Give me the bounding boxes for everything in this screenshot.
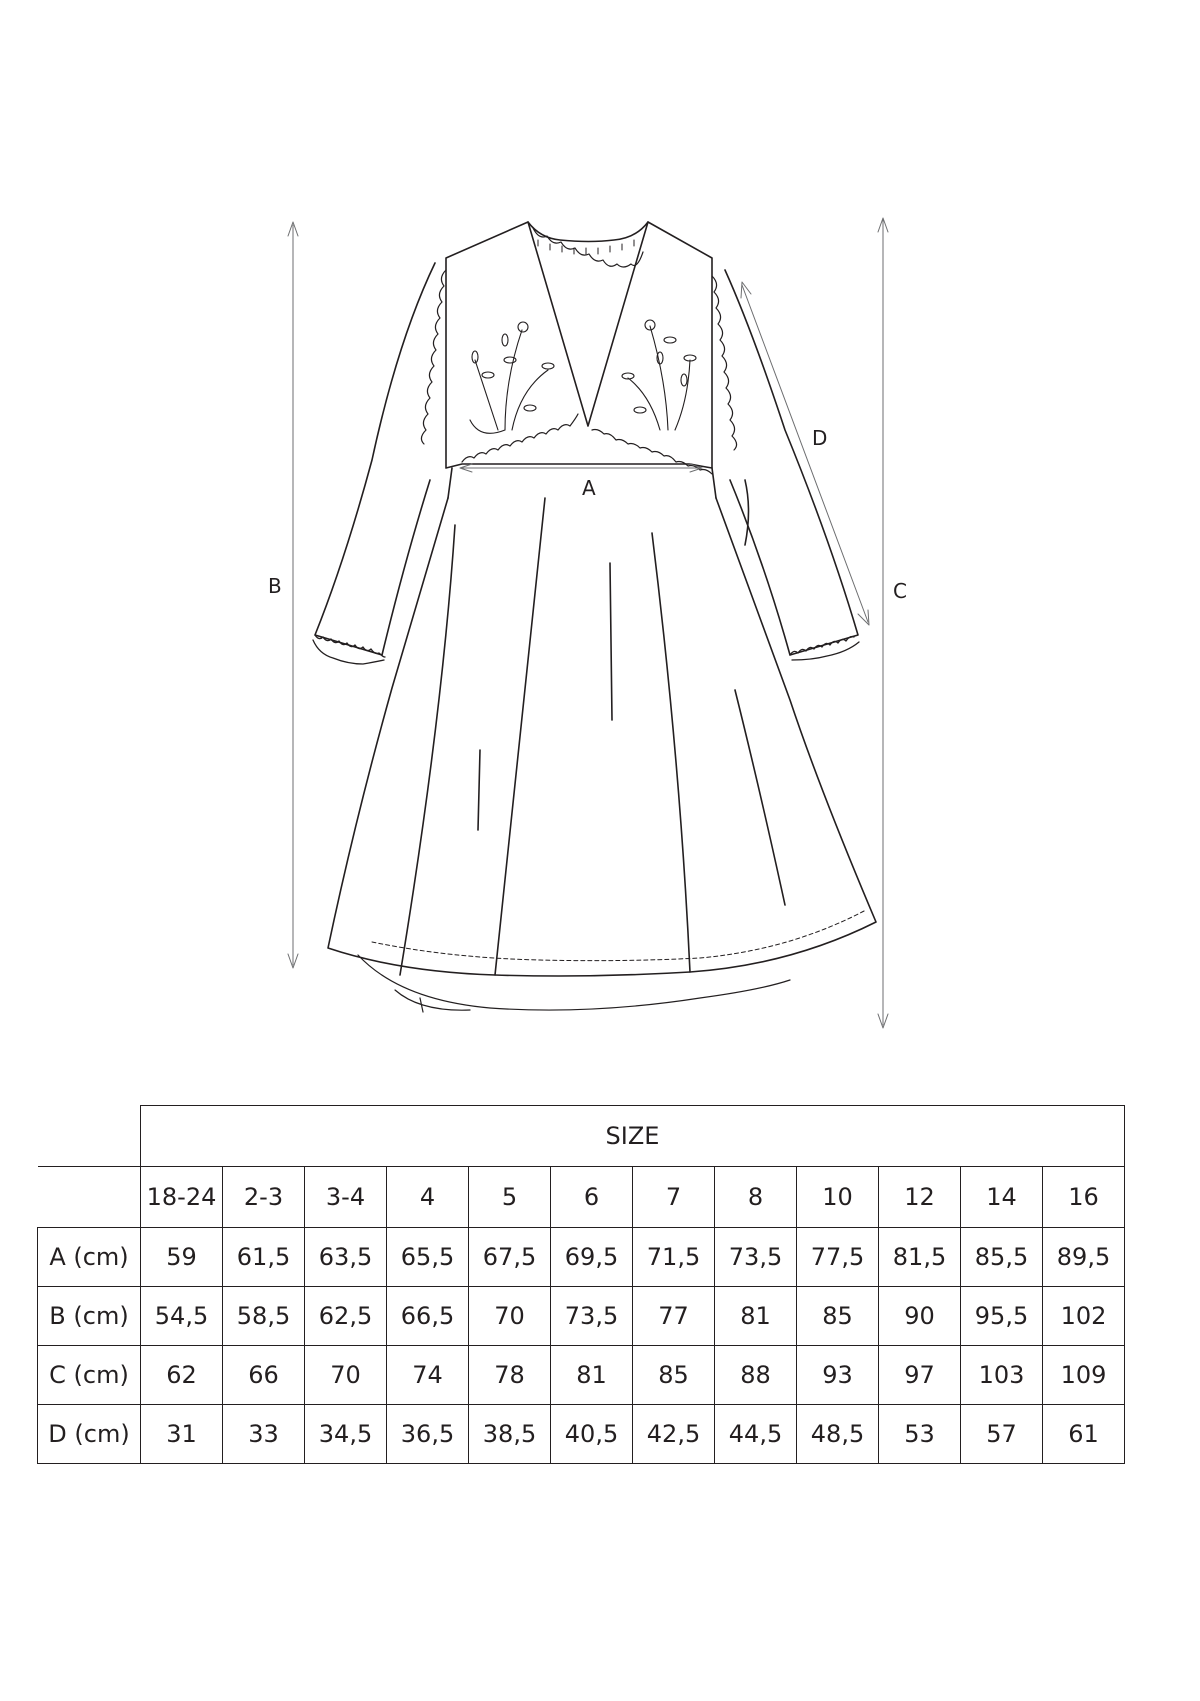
measurement-cell: 103	[961, 1346, 1043, 1405]
measurement-cell: 57	[961, 1405, 1043, 1464]
measurement-cell: 34,5	[305, 1405, 387, 1464]
measurement-cell: 93	[797, 1346, 879, 1405]
measurement-cell: 58,5	[223, 1287, 305, 1346]
label-d: D	[812, 426, 828, 450]
measurement-cell: 44,5	[715, 1405, 797, 1464]
label-b: B	[268, 574, 282, 598]
measurement-cell: 85,5	[961, 1228, 1043, 1287]
row-label: A (cm)	[38, 1228, 141, 1287]
measurement-cell: 77,5	[797, 1228, 879, 1287]
measurement-cell: 81,5	[879, 1228, 961, 1287]
measurement-cell: 33	[223, 1405, 305, 1464]
size-header-cell: 5	[469, 1167, 551, 1228]
measurement-cell: 70	[469, 1287, 551, 1346]
size-title: SIZE	[141, 1106, 1125, 1167]
table-row	[38, 1287, 1125, 1346]
measurement-cell: 88	[715, 1346, 797, 1405]
row-label: B (cm)	[38, 1287, 141, 1346]
measurement-cell: 90	[879, 1287, 961, 1346]
left-sleeve	[315, 263, 435, 655]
left-embroidery	[470, 322, 554, 433]
measurement-cell: 36,5	[387, 1405, 469, 1464]
measurement-cell: 109	[1043, 1346, 1125, 1405]
measurement-cell: 73,5	[715, 1228, 797, 1287]
size-header-cell: 7	[633, 1167, 715, 1228]
measurement-cell: 77	[633, 1287, 715, 1346]
measurement-cell: 73,5	[551, 1287, 633, 1346]
size-header-cell: 16	[1043, 1167, 1125, 1228]
measurement-cell: 65,5	[387, 1228, 469, 1287]
size-header-cell: 4	[387, 1167, 469, 1228]
size-header-cell: 12	[879, 1167, 961, 1228]
row-label: D (cm)	[38, 1405, 141, 1464]
measurement-cell: 85	[633, 1346, 715, 1405]
skirt	[328, 498, 876, 976]
measurement-cell: 62	[141, 1346, 223, 1405]
size-header-cell: 2-3	[223, 1167, 305, 1228]
size-header-cell: 18-24	[141, 1167, 223, 1228]
measurement-cell: 89,5	[1043, 1228, 1125, 1287]
row-label: C (cm)	[38, 1346, 141, 1405]
measurement-cell: 74	[387, 1346, 469, 1405]
table-row	[38, 1405, 1125, 1464]
measurement-cell: 95,5	[961, 1287, 1043, 1346]
measurement-cell: 42,5	[633, 1405, 715, 1464]
measurement-cell: 66	[223, 1346, 305, 1405]
measurement-cell: 66,5	[387, 1287, 469, 1346]
measurement-cell: 71,5	[633, 1228, 715, 1287]
measurement-cell: 31	[141, 1405, 223, 1464]
table-row	[38, 1346, 1125, 1405]
table-row	[38, 1228, 1125, 1287]
size-header-cell: 8	[715, 1167, 797, 1228]
table-title-row	[38, 1106, 1125, 1167]
measurement-lines	[288, 218, 888, 1028]
size-header-cell: 6	[551, 1167, 633, 1228]
measurement-cell: 63,5	[305, 1228, 387, 1287]
right-embroidery	[622, 320, 696, 430]
measurement-cell: 59	[141, 1228, 223, 1287]
measurement-cell: 62,5	[305, 1287, 387, 1346]
measurement-cell: 97	[879, 1346, 961, 1405]
measurement-cell: 67,5	[469, 1228, 551, 1287]
measurement-cell: 61	[1043, 1405, 1125, 1464]
corner-cell	[38, 1167, 141, 1228]
right-sleeve	[725, 270, 858, 655]
measurement-cell: 78	[469, 1346, 551, 1405]
measurement-cell: 38,5	[469, 1405, 551, 1464]
measurement-cell: 70	[305, 1346, 387, 1405]
size-table	[37, 1105, 1125, 1464]
size-header-cell: 10	[797, 1167, 879, 1228]
measurement-cell: 85	[797, 1287, 879, 1346]
measurement-cell: 48,5	[797, 1405, 879, 1464]
measurement-cell: 81	[715, 1287, 797, 1346]
measurement-cell: 40,5	[551, 1405, 633, 1464]
measurement-cell: 61,5	[223, 1228, 305, 1287]
label-c: C	[893, 579, 907, 603]
size-header-row	[38, 1167, 1125, 1228]
measurement-cell: 102	[1043, 1287, 1125, 1346]
measurement-cell: 53	[879, 1405, 961, 1464]
size-header-cell: 3-4	[305, 1167, 387, 1228]
size-header-cell: 14	[961, 1167, 1043, 1228]
measurement-cell: 69,5	[551, 1228, 633, 1287]
measure-d-line	[742, 285, 868, 622]
measurement-cell: 81	[551, 1346, 633, 1405]
corner-cell	[38, 1106, 141, 1167]
label-a: A	[582, 476, 596, 500]
collar	[446, 222, 712, 468]
measurement-cell: 54,5	[141, 1287, 223, 1346]
